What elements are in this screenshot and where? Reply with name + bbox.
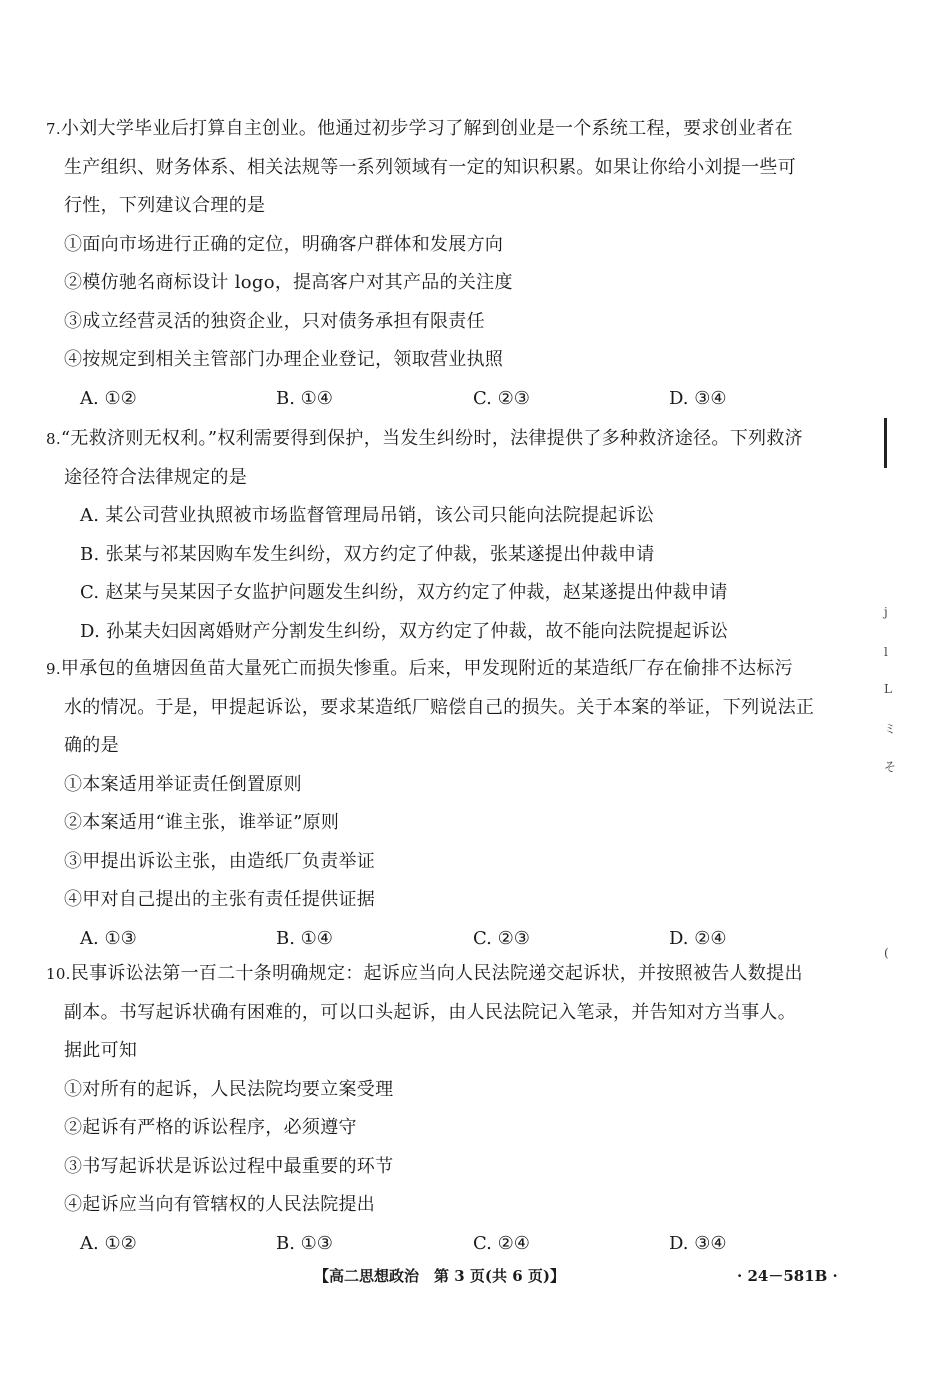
question-number: 7. [46,120,61,138]
answer-choices [46,920,846,959]
option-d: D. 孙某夫妇因离婚财产分割发生纠纷，双方约定了仲裁，故不能向法院提起诉讼 [80,620,729,642]
exam-code: · 24－581B · [737,1267,838,1285]
choice-d: D. ③④ [669,387,727,409]
question-stem: 9.甲承包的鱼塘因鱼苗大量死亡而损失惨重。后来，甲发现附近的某造纸厂存在偷排不达标污 水的情况。于是，甲提起诉讼，要求某造纸厂赔偿自己的损失。关于本案的举证，下列说法正 确的是 [46,658,815,756]
edge-glyph: l [884,645,888,659]
option-item: ④甲对自己提出的主张有责任提供证据 [64,889,376,910]
option-item: ③书写起诉状是诉讼过程中最重要的环节 [64,1155,394,1177]
page-info: 【高二思想政治 第 3 页(共 6 页)】 [314,1267,565,1285]
edge-glyph: そ [884,760,897,774]
edge-glyph: L [884,682,892,696]
choice-a: A. ①② [80,1232,137,1254]
option-a: A. 某公司营业执照被市场监督管理局吊销，该公司只能向法院提起诉讼 [80,505,655,526]
answer-choices [46,1225,846,1264]
edge-glyph: j [884,605,888,619]
question-stem: 10.民事诉讼法第一百二十条明确规定：起诉应当向人民法院递交起诉状，并按照被告人数提出 副本。书写起诉状确有困难的，可以口头起诉，由人民法院记入笔录，并告知对方当事人。 据此可知 [46,963,803,1061]
question-9 [46,650,846,958]
choice-b: B. ①④ [276,927,333,949]
option-item: ①本案适用举证责任倒置原则 [64,773,302,795]
option-item: ②本案适用“谁主张，谁举证”原则 [64,812,340,833]
question-10 [46,955,846,1263]
scan-mark [884,418,887,468]
option-c: C. 赵某与吴某因子女监护问题发生纠纷，双方约定了仲裁，赵某遂提出仲裁申请 [80,582,728,603]
choice-c: C. ②③ [473,387,530,409]
choice-d: D. ②④ [669,927,727,949]
question-7 [46,110,846,418]
option-item: ①对所有的起诉，人民法院均要立案受理 [64,1078,394,1100]
option-item: ③甲提出诉讼主张，由造纸厂负责举证 [64,850,376,872]
choice-c: C. ②③ [473,927,530,949]
option-item: ①面向市场进行正确的定位，明确客户群体和发展方向 [64,233,504,255]
choice-c: C. ②④ [473,1232,530,1254]
choice-a: A. ①② [80,387,137,409]
question-number: 10. [46,965,71,983]
option-item: ④按规定到相关主管部门办理企业登记，领取营业执照 [64,349,504,370]
edge-glyph: ミ [884,722,897,736]
option-b: B. 张某与祁某因购车发生纠纷，双方约定了仲裁，张某遂提出仲裁申请 [80,543,655,565]
choice-b: B. ①④ [276,387,333,409]
question-number: 9. [46,660,61,678]
option-item: ②模仿驰名商标设计 logo，提高客户对其产品的关注度 [64,272,513,293]
edge-glyph: ( [884,946,889,960]
question-stem: 8.“无救济则无权利。”权利需要得到保护，当发生纠纷时，法律提供了多种救济途径。下列救济 途径符合法律规定的是 [46,428,803,488]
answer-choices [46,380,846,419]
option-item: ③成立经营灵活的独资企业，只对债务承担有限责任 [64,310,485,332]
question-8 [46,420,846,651]
choice-b: B. ①③ [276,1232,333,1254]
question-stem: 7.小刘大学毕业后打算自主创业。他通过初步学习了解到创业是一个系统工程，要求创业者在 生产组织、财务体系、相关法规等一系列领域有一定的知识积累。如果让你给小刘提一些可 行性，下列建议合理的是 [46,118,796,216]
choice-d: D. ③④ [669,1232,727,1254]
question-number: 8. [46,430,61,448]
option-item: ④起诉应当向有管辖权的人民法院提出 [64,1194,376,1215]
option-item: ②起诉有严格的诉讼程序，必须遵守 [64,1117,357,1138]
choice-a: A. ①③ [80,927,137,949]
